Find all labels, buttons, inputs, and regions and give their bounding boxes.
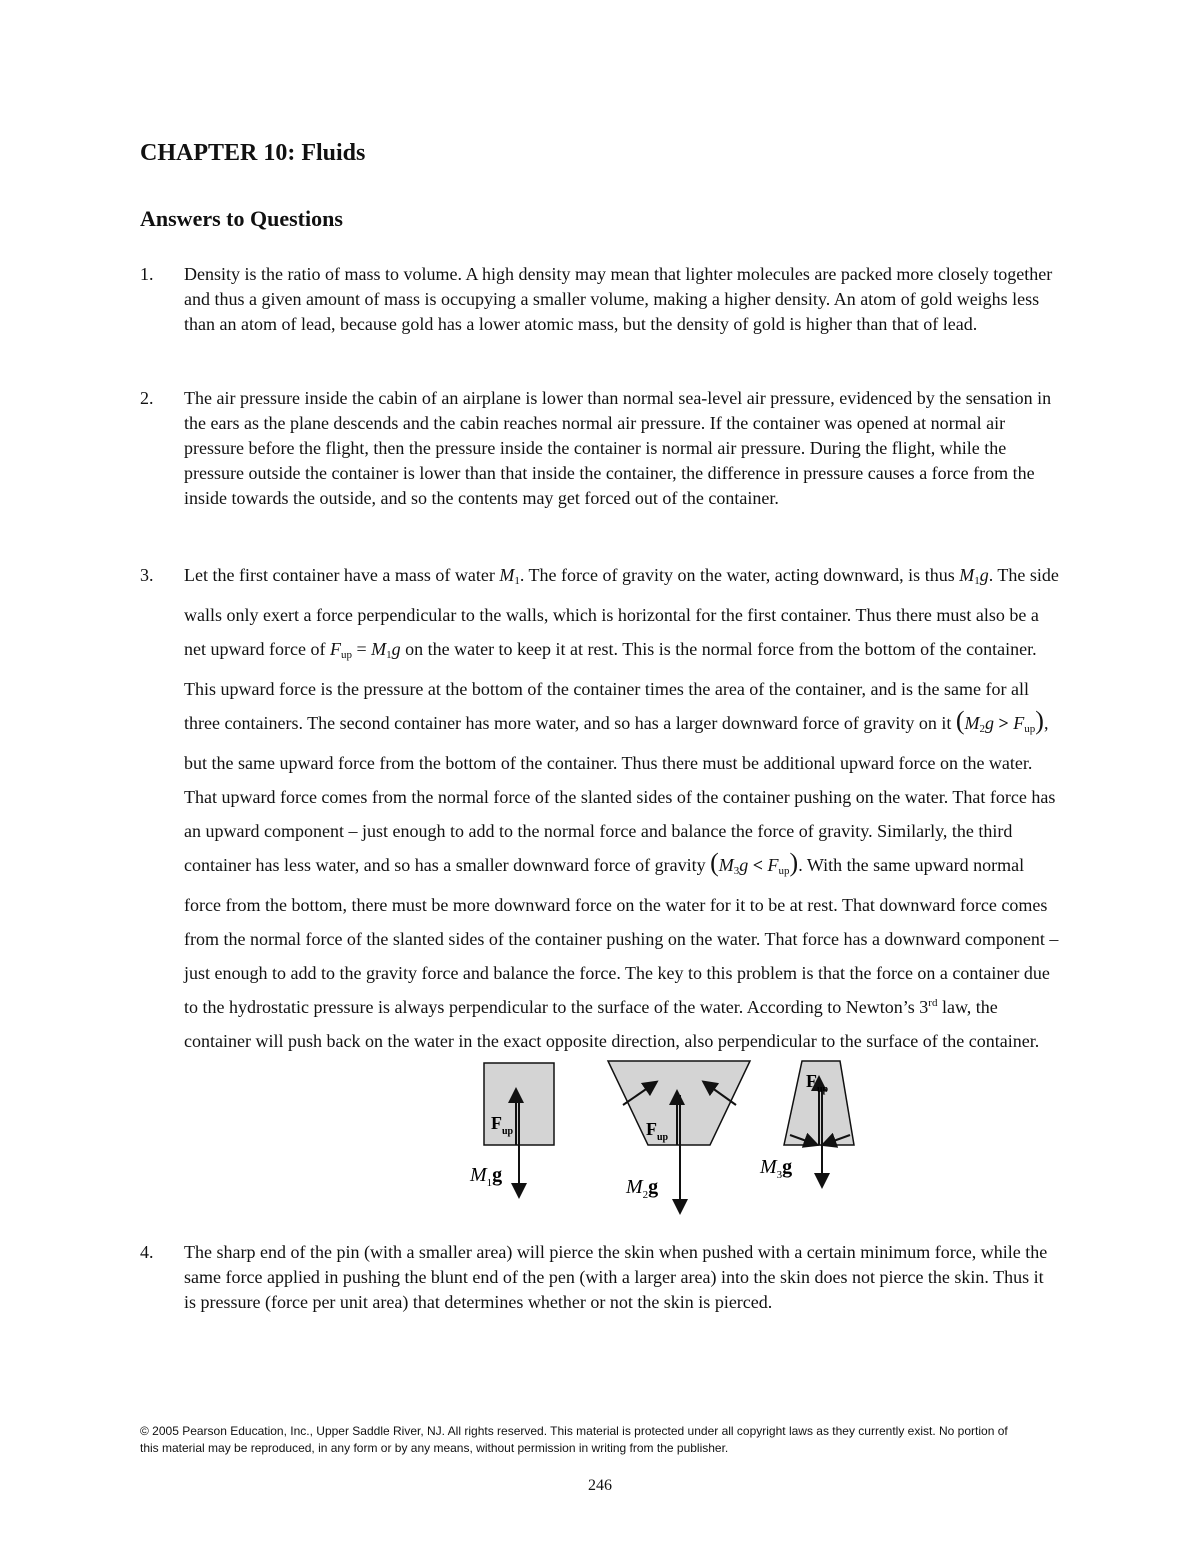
text-run: . The force of gravity on the water, acting downward, is thus [519, 565, 955, 585]
math-M1: $M_1$ [499, 565, 520, 587]
text-run: Let the first container have a mass of water [184, 565, 495, 585]
page-number: 246 [588, 1477, 612, 1494]
question-number: 3. [140, 565, 154, 585]
math-M2g-gt-Fup: $(M_2g > F_{up})$ [955, 706, 1044, 735]
fup-label-1: $F_{up}$ [491, 1113, 514, 1137]
question-number: 4. [140, 1242, 154, 1262]
answer-text [184, 558, 1060, 1058]
text-run: on the water to keep it at rest. This is the normal force from the bottom of the container. This upward force is the pressure at the bottom of the container times the area of the container, and is the same for all three containers. The second container has more water, and so has a larger downward force of gravity on it [184, 639, 1037, 733]
question-number: 1. [140, 264, 154, 284]
fup-label-2: $F_{up}$ [646, 1119, 669, 1143]
fup-label-3: $F_{up}$ [806, 1071, 829, 1095]
container-3-diagram [759, 1061, 854, 1181]
answer-text: The air pressure inside the cabin of an airplane is lower than normal sea-level air pressure, evidenced by the sensation in the ears as the plane descends and the cabin reaches normal air pressure. If the container was opened at normal air pressure before the flight, then the pressure inside the container is normal air pressure. During the flight, while the pressure outside the container is lower than that inside the container, the difference in pressure causes a force from the inside towards the outside, and so the contents may get forced out of the container. [184, 388, 1052, 508]
math-M1g: $M_1g$ [959, 565, 989, 587]
text-run: , but the same upward force from the bottom of the container. Thus there must be additional upward force on the water. That upward force comes from the normal force of the slanted sides of the container pushing on the water. That force has an upward component – just enough to add to the normal force and balance the force of gravity. Similarly, the third container has less water, and so has a smaller downward force of gravity [184, 713, 1056, 875]
copyright-notice: © 2005 Pearson Education, Inc., Upper Saddle River, NJ. All rights reserved. This material is protected under all copyright laws as they currently exist. No portion of this material may be reproduced, in any form or by any means, without permission in writing from the publisher. [140, 1424, 1008, 1455]
weight-label-3: $M_3g$ [760, 1156, 793, 1181]
answer-text: The sharp end of the pin (with a smaller area) will pierce the skin when pushed with a certain minimum force, while the same force applied in pushing the blunt end of the pen (with a larger area) into the skin does not pierce the skin. Thus it is pressure (force per unit area) that determines whether or not the skin is pierced. [184, 1242, 1048, 1312]
section-title: Answers to Questions [140, 206, 343, 231]
question-number: 2. [140, 388, 154, 408]
text-run: . The side walls only exert a force perpendicular to the walls, which is horizontal for the first container. Thus there must also be a net upward force of [184, 565, 1059, 659]
chapter-title: CHAPTER 10: Fluids [140, 140, 366, 166]
math-M3g-lt-Fup: $(M_3g < F_{up})$ [710, 848, 799, 877]
text-run: . With the same upward normal force from the bottom, there must be more downward force on the water for it to be at rest. That downward force comes from the normal force of the slanted sides of the container pushing on the water. That force has a downward component – just enough to add to the gravity force and balance the force. The key to this problem is that the force on a container due to the hydrostatic pressure is always perpendicular to the surface of the water. According to Newton’s 3rd law, the container will push back on the water in the exact opposite direction, also perpendicular to the surface of the container. [184, 855, 1059, 1051]
question-1 [140, 262, 1060, 337]
container-1-diagram [469, 1063, 554, 1191]
answer-text: Density is the ratio of mass to volume. A high density may mean that lighter molecules are packed more closely together and thus a given amount of mass is occupying a smaller volume, making a higher density. An atom of gold weighs less than an atom of lead, because gold has a lower atomic mass, but the density of gold is higher than that of lead. [184, 264, 1053, 334]
container-force-diagrams [440, 1055, 870, 1215]
question-4 [140, 1240, 1060, 1315]
question-3 [140, 558, 1060, 1058]
math-fup-equation: $F_{up} = M_1g$ [329, 639, 401, 661]
container-2-diagram [608, 1061, 750, 1207]
question-2 [140, 386, 1060, 511]
weight-label-2: $M_2g$ [626, 1176, 659, 1201]
weight-label-1: $M_1g$ [470, 1164, 503, 1189]
